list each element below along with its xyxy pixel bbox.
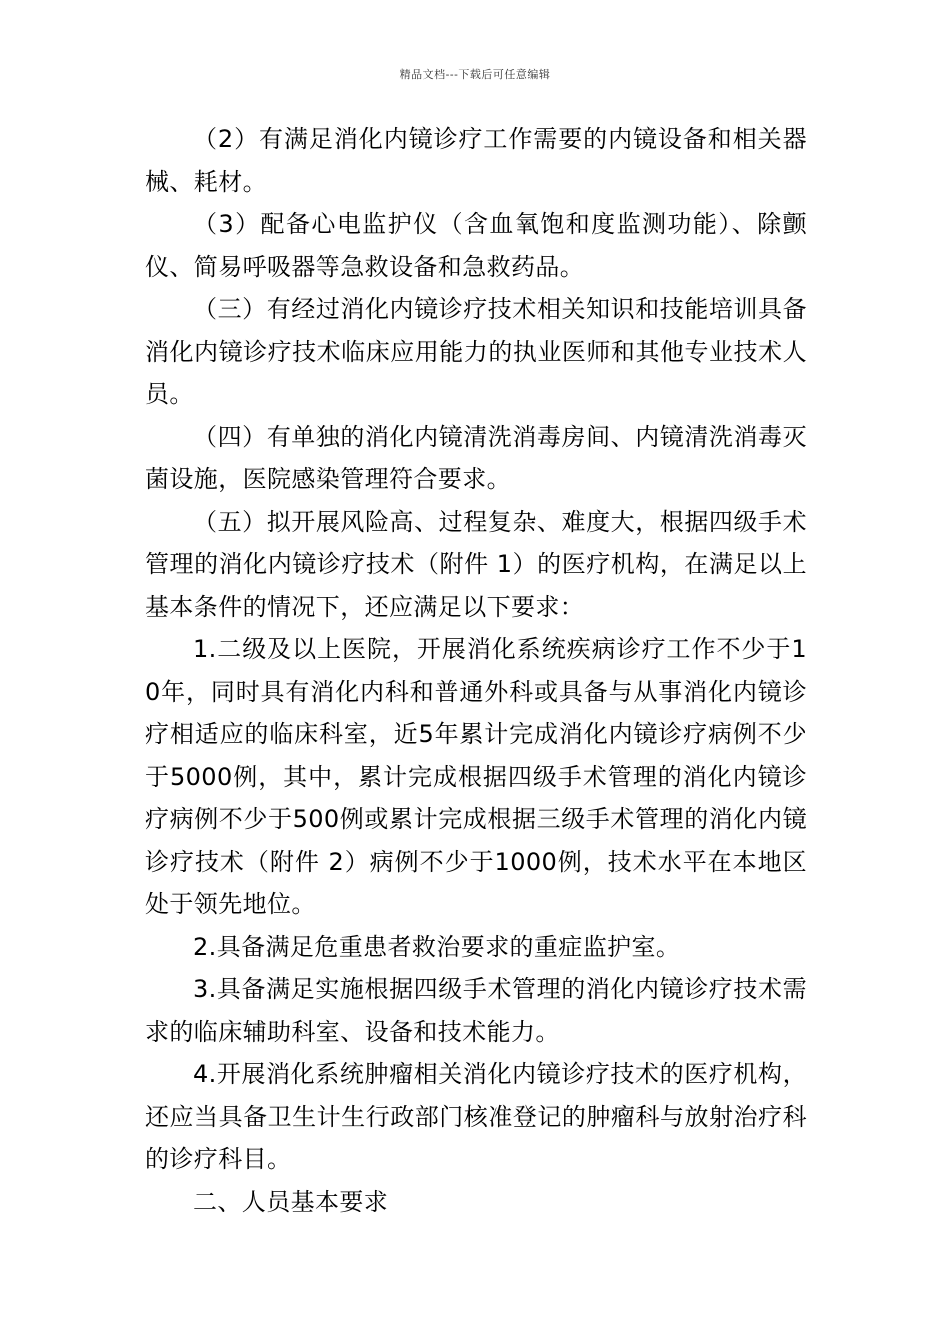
paragraph-equipment: （2）有满足消化内镜诊疗工作需要的内镜设备和相关器械、耗材。 [145, 125, 807, 196]
document-body [145, 118, 807, 1223]
paragraph-disinfection-room: （四）有单独的消化内镜清洗消毒房间、内镜清洗消毒灭菌设施，医院感染管理符合要求。 [145, 422, 807, 493]
paragraph-staff-training: （三）有经过消化内镜诊疗技术相关知识和技能培训具备消化内镜诊疗技术临床应用能力的执业医师和其他专业技术人员。 [145, 295, 807, 408]
section-heading-personnel: 二、人员基本要求 [193, 1187, 389, 1216]
list-item-1-hospital-level: 1.二级及以上医院，开展消化系统疾病诊疗工作不少于10年，同时具有消化内科和普通外科或具备与从事消化内镜诊疗相适应的临床科室，近5年累计完成消化内镜诊疗病例不少于5000例，其中，累计完成根据四级手术管理的消化内镜诊疗病例不少于500例或累计完成根据三级手术管理的消化内镜诊疗技术（附件 2）病例不少于1000例，技术水平在本地区处于领先地位。 [145, 635, 807, 918]
page-header-watermark: 精品文档---下载后可任意编辑 [399, 68, 551, 81]
paragraph-high-risk-requirements: （五）拟开展风险高、过程复杂、难度大，根据四级手术管理的消化内镜诊疗技术（附件 1）的医疗机构，在满足以上基本条件的情况下，还应满足以下要求： [145, 507, 807, 621]
list-item-4-oncology: 4.开展消化系统肿瘤相关消化内镜诊疗技术的医疗机构，还应当具备卫生计生行政部门核准登记的肿瘤科与放射治疗科的诊疗科目。 [145, 1060, 807, 1173]
paragraph-emergency-equipment: （3）配备心电监护仪（含血氧饱和度监测功能）、除颤仪、简易呼吸器等急救设备和急救药品。 [145, 210, 807, 281]
list-item-3-auxiliary-departments: 3.具备满足实施根据四级手术管理的消化内镜诊疗技术需求的临床辅助科室、设备和技术能力。 [145, 975, 807, 1046]
list-item-2-icu: 2.具备满足危重患者救治要求的重症监护室。 [193, 932, 681, 961]
